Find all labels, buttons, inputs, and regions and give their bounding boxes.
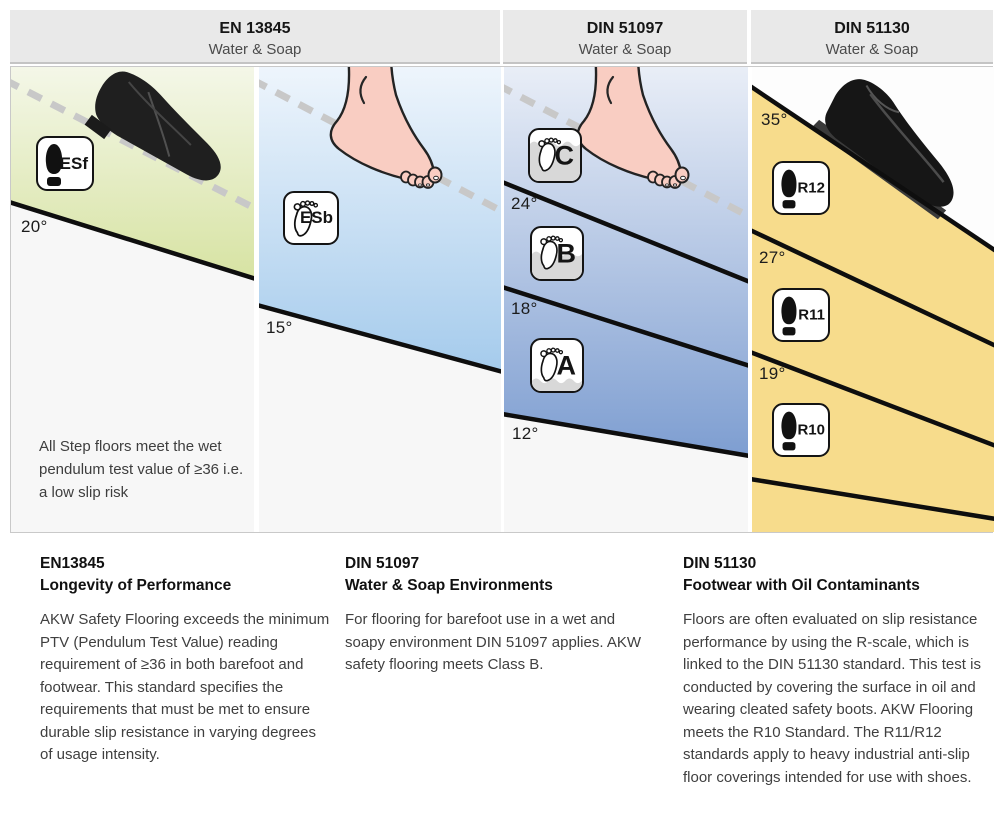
pendulum-note: All Step floors meet the wet pendulum test value of ≥36 i.e. a low slip risk [39,438,244,501]
angle-label-19: 19° [759,364,786,383]
header-subtitle: Water & Soap [825,41,919,58]
badge-esf [36,136,94,191]
angle-label-12: 12° [512,424,539,443]
description-body: For flooring for barefoot use in a wet and soapy environment DIN 51097 applies. AKW safety flooring meets Class B. [345,611,641,673]
description-body: Floors are often evaluated on slip resistance performance by using the R-scale, which is linked to the DIN 51130 standard. This test is conducted by covering the surface in oil and wearing cleated safety boots. AKW Flooring meets the R10 Standard. The R11/R12 standards apply to heavy industrial anti-slip floor coverings intended for use with shoes. [683,611,981,786]
badge-class-c [528,128,582,183]
badge-label: C [554,140,574,170]
angle-label-24: 24° [511,194,538,213]
badge-label: R10 [797,421,825,439]
badge-label: R12 [797,179,825,197]
badge-label: B [556,238,576,268]
header-subtitle: Water & Soap [208,41,302,58]
description-en13845 [40,553,332,767]
header-subtitle: Water & Soap [578,41,672,58]
angle-label-15: 15° [266,318,293,337]
angle-label-35: 35° [761,110,788,129]
header-din51130 [751,10,993,64]
header-en13845 [10,10,500,64]
panel-din51130 [752,67,994,532]
badge-label: ESb [299,208,333,227]
panel-din51097 [504,67,748,532]
description-code: EN13845 [40,555,105,572]
badge-class-a [530,338,584,393]
description-din51130 [683,553,985,789]
badge-r10 [772,403,830,457]
description-body: AKW Safety Flooring exceeds the minimum PTV (Pendulum Test Value) reading requirement of ≥36 in both barefoot and footwear. This standard specifies the requirements that must be met to ensure durable slip resistance in varying degrees of usage intensity. [40,611,330,763]
badge-label: A [556,350,576,380]
angle-label-27: 27° [759,248,786,267]
badge-label: R11 [798,306,825,324]
description-code: DIN 51130 [683,555,757,572]
description-title: Footwear with Oil Contaminants [683,577,920,594]
description-din51097 [345,553,645,677]
badge-label: ESf [59,153,88,173]
header-standard: DIN 51130 [834,20,910,37]
panel-en13845-footwear [11,67,254,532]
angle-label-20: 20° [21,217,48,236]
panel-en13845-barefoot [259,67,501,532]
badge-r11 [772,288,830,342]
badge-class-b [530,226,584,281]
header-standard: EN 13845 [219,20,291,37]
ramp-scene-barefoot [259,67,501,532]
header-standard: DIN 51097 [586,20,664,37]
badge-esb [283,191,339,245]
description-code: DIN 51097 [345,555,420,572]
badge-r12 [772,161,830,215]
description-title: Longevity of Performance [40,577,232,594]
ramp-diagram [10,66,993,533]
description-title: Water & Soap Environments [345,577,553,594]
header-din51097 [503,10,747,64]
angle-label-18: 18° [511,299,538,318]
